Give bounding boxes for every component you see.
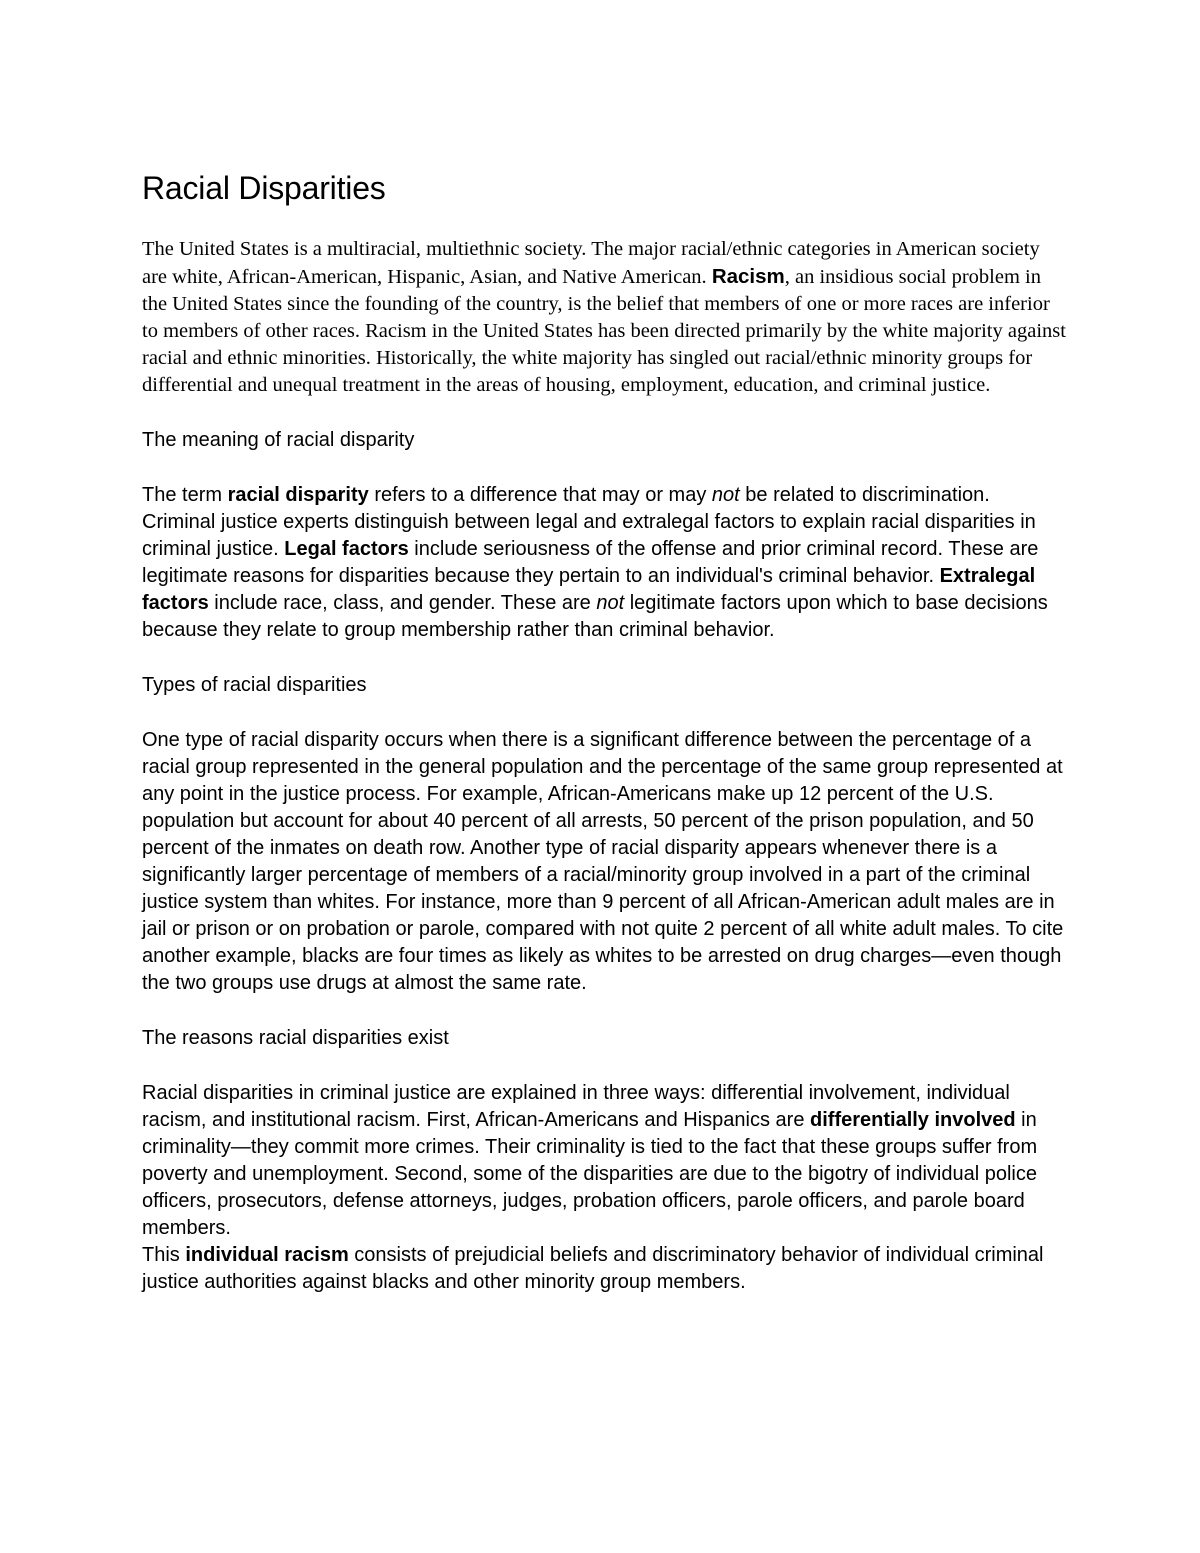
meaning-text-2: refers to a difference that may or may <box>368 484 712 506</box>
section-heading-reasons: The reasons racial disparities exist <box>142 1027 449 1049</box>
meaning-paragraph <box>142 482 1067 644</box>
term-differentially-involved: differentially involved <box>810 1109 1016 1131</box>
emphasis-not-1: not <box>711 484 740 506</box>
reasons-text-1: Racial disparities in criminal justice are explained in three ways: differential involvement, individual racism, and institutional racism. First, African-Americans and Hispanics are <box>142 1082 1010 1131</box>
emphasis-not-2: not <box>596 592 625 614</box>
intro-text-2: , an insidious social problem in the United States since the founding of the country, is the belief that members of one or more races are inferior to members of other races. Racism in the United States has been directed primarily by the white majority against racial and ethnic minorities. Historically, the white majority has singled out racial/ethnic minority groups for differential and unequal treatment in the areas of housing, employment, education, and criminal justice. <box>142 266 1066 396</box>
reasons-text-2: in criminality—they commit more crimes. Their criminality is tied to the fact that these groups suffer from poverty and unemployment. Second, some of the disparities are due to the bigotry of individual police officers, prosecutors, defense attorneys, judges, probation officers, parole officers, and parole board members. <box>142 1109 1038 1239</box>
document-page <box>142 168 1067 1324</box>
meaning-text-5: include race, class, and gender. These are <box>208 592 597 614</box>
term-individual-racism: individual racism <box>185 1244 349 1266</box>
meaning-text-4: include seriousness of the offense and prior criminal record. These are legitimate reasons for disparities because they pertain to an individual's criminal behavior. <box>142 538 1039 587</box>
reasons-text-3: This <box>142 1244 186 1266</box>
term-racial-disparity: racial disparity <box>227 484 369 506</box>
section-heading-types: Types of racial disparities <box>142 674 367 696</box>
intro-paragraph <box>142 236 1067 399</box>
meaning-text-1: The term <box>142 484 228 506</box>
term-legal-factors: Legal factors <box>284 538 409 560</box>
types-paragraph: One type of racial disparity occurs when there is a significant difference between the percentage of a racial group represented in the general population and the percentage of the same group represented at any point in the justice process. For example, African-Americans make up 12 percent of the U.S. population but account for about 40 percent of all arrests, 50 percent of the prison population, and 50 percent of the inmates on death row. Another type of racial disparity appears whenever there is a significantly larger percentage of members of a racial/minority group involved in a part of the criminal justice system than whites. For instance, more than 9 percent of all African-American adult males are in jail or prison or on probation or parole, compared with not quite 2 percent of all white adult males. To cite another example, blacks are four times as likely as whites to be arrested on drug charges—even though the two groups use drugs at almost the same rate. <box>142 729 1064 994</box>
meaning-text-6: legitimate factors upon which to base decisions because they relate to group membership rather than criminal behavior. <box>142 592 1048 641</box>
meaning-text-3: be related to discrimination. Criminal justice experts distinguish between legal and extralegal factors to explain racial disparities in criminal justice. <box>142 484 1036 560</box>
page-title: Racial Disparities <box>142 170 386 206</box>
term-racism: Racism <box>711 265 785 288</box>
term-extralegal-factors: Extralegal factors <box>142 565 1036 614</box>
section-heading-meaning: The meaning of racial disparity <box>142 429 415 451</box>
reasons-text-4: consists of prejudicial beliefs and discriminatory behavior of individual criminal justice authorities against blacks and other minority group members. <box>142 1244 1044 1293</box>
reasons-paragraph <box>142 1080 1067 1296</box>
intro-text-1: The United States is a multiracial, multiethnic society. The major racial/ethnic categories in American society are white, African-American, Hispanic, Asian, and Native American. <box>142 238 1040 288</box>
